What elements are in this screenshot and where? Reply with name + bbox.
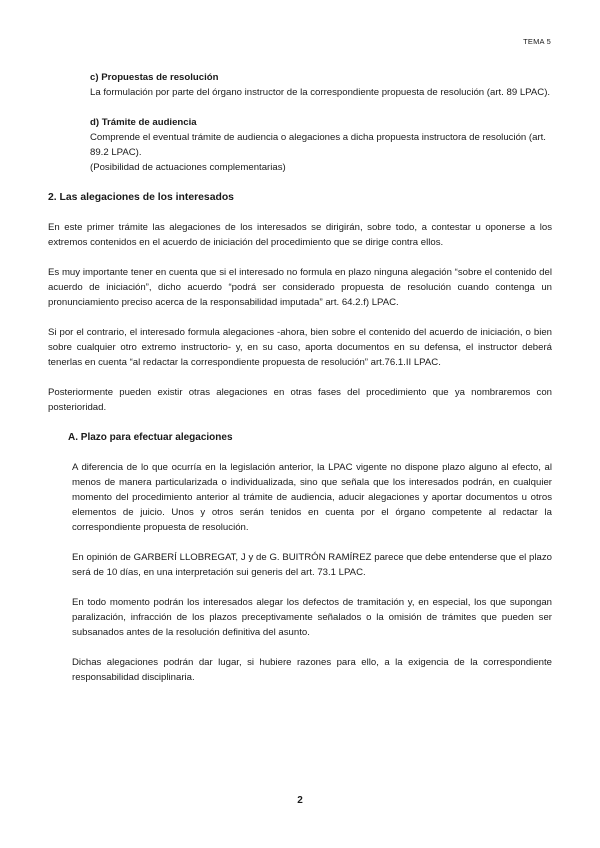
paragraph: A diferencia de lo que ocurría en la legislación anterior, la LPAC vigente no dispone plazo alguno al efecto, al menos de manera particularizada o individualizada, sino que señala que los interesados podrán, en cualquier momento del procedimiento anterior al trámite de audiencia, aducir alegaciones y aportar documentos u otros elementos de juicio. Unos y otros serán tenidos en cuenta por el órgano competente al redactar la correspondiente propuesta de resolución. [72, 462, 552, 533]
subsection-title: c) Propuestas de resolución [90, 72, 219, 83]
page-number: 2 [297, 795, 303, 806]
subsection-propuestas [90, 70, 552, 100]
paragraph: Es muy importante tener en cuenta que si el interesado no formula en plazo ninguna alegación “sobre el contenido del acuerdo de iniciación”, dicho acuerdo “podrá ser considerado propuesta de resolución cuando contenga un pronunciamiento preciso acerca de la responsabilidad imputada” art. 64.2.f) LPAC. [48, 267, 552, 308]
subsection-audiencia [90, 115, 552, 175]
paragraph: En opinión de GARBERÍ LLOBREGAT, J y de G. BUITRÓN RAMÍREZ parece que debe entenderse que el plazo será de 10 días, en una interpretación sui generis del art. 73.1 LPAC. [72, 552, 552, 578]
subsection-title: d) Trámite de audiencia [90, 117, 197, 128]
header-tema: TEMA 5 [523, 37, 551, 46]
subsection-text: La formulación por parte del órgano instructor de la correspondiente propuesta de resolución (art. 89 LPAC). [90, 87, 551, 98]
paragraph: En este primer trámite las alegaciones de los interesados se dirigirán, sobre todo, a contestar u oponerse a los extremos contenidos en el acuerdo de iniciación del procedimiento que se dirige contra ellos. [48, 222, 552, 248]
subsection-text: Comprende el eventual trámite de audiencia o alegaciones a dicha propuesta instructora de resolución (art. 89.2 LPAC). [90, 132, 546, 158]
subsection-heading: A. Plazo para efectuar alegaciones [68, 432, 233, 443]
paragraph: Si por el contrario, el interesado formula alegaciones -ahora, bien sobre el contenido del acuerdo de iniciación, o bien sobre cualquier otro extremo instructorio- y, en su caso, aporta documentos en su defensa, el instructor deberá tenerlas en cuenta “al redactar la correspondiente propuesta de resolución” art.76.1.II LPAC. [48, 327, 552, 368]
content [48, 70, 552, 700]
paragraph: En todo momento podrán los interesados alegar los defectos de tramitación y, en especial, los que supongan paralización, infracción de los plazos preceptivamente señalados o la omisión de trámites que pueden ser subsanados antes de la resolución definitiva del asunto. [72, 597, 552, 638]
subsection-text: (Posibilidad de actuaciones complementarias) [90, 162, 286, 173]
section-heading: 2. Las alegaciones de los interesados [48, 192, 234, 203]
subsection-body [72, 460, 552, 685]
paragraph: Posteriormente pueden existir otras alegaciones en otras fases del procedimiento que ya nombraremos con posterioridad. [48, 387, 552, 413]
paragraph: Dichas alegaciones podrán dar lugar, si hubiere razones para ello, a la exigencia de la correspondiente responsabilidad disciplinaria. [72, 657, 552, 683]
